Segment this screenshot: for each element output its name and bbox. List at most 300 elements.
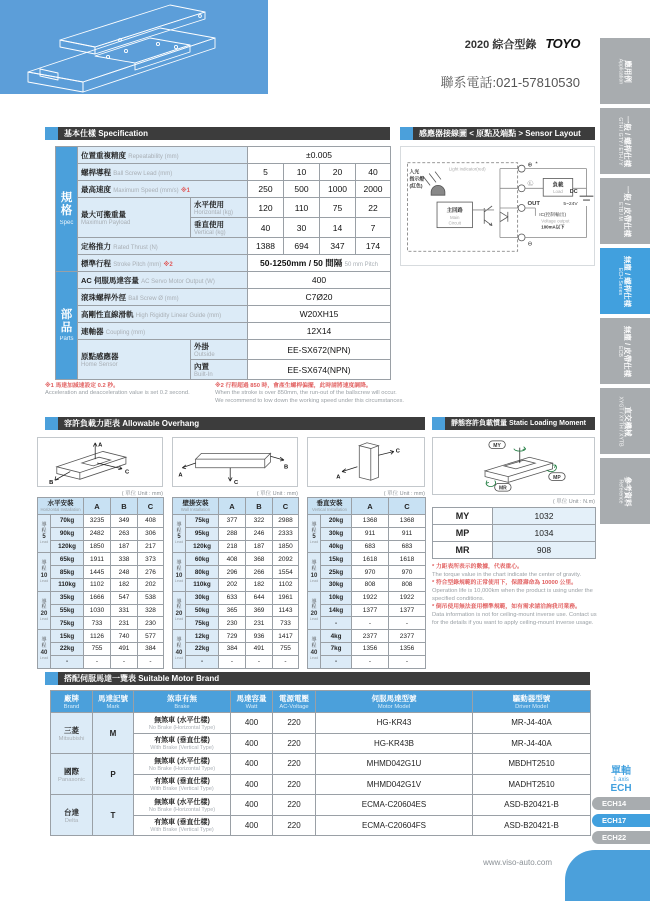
motor-model-cell: MHMD042G1V (316, 774, 473, 795)
value-cell: 230 (219, 617, 246, 630)
spec-section-title: 基本仕樣 Specification (45, 127, 390, 140)
driver-model-cell: ASD-B20421-B (473, 815, 591, 836)
mp-label: MP (553, 475, 561, 482)
value-cell: 729 (219, 630, 246, 643)
table-row (38, 553, 164, 566)
table-row (173, 553, 299, 566)
arrow-c-label: C (395, 448, 400, 455)
value-cell: 187 (246, 540, 273, 553)
payload-cell: 55kg (51, 604, 84, 617)
moment-diagram (432, 437, 595, 495)
ic-label: IC(控制輸出) (539, 212, 567, 218)
tab-label: 參考資料 (623, 476, 633, 506)
value-cell: 2988 (273, 515, 299, 528)
table-row (173, 655, 299, 668)
tab-sublabel: XYGT / XYTH / XYTB (617, 395, 624, 447)
table-row (38, 515, 164, 528)
table-row (38, 578, 164, 591)
catalog-title (300, 36, 580, 52)
payload-cell: 4kg (321, 630, 352, 643)
column-header: 馬達容量 Watt (231, 691, 273, 713)
value-thrust: 1388 (248, 238, 284, 255)
motor-model-cell: ECMA-C20604ES (316, 795, 473, 816)
value-cell: 1417 (273, 630, 299, 643)
payload-cell: - (321, 655, 352, 668)
table-row (308, 540, 426, 553)
value-cell: 547 (111, 591, 138, 604)
lead-group-label: 導程 20 Lead (308, 591, 321, 629)
row-label-ballscrew: 滾珠螺桿外徑 Ball Screw Ø (mm) (78, 289, 248, 306)
value-cell: 1850 (84, 540, 111, 553)
value-cell: 288 (219, 527, 246, 540)
voltage-cell: 220 (273, 815, 316, 836)
value-thrust: 174 (356, 238, 391, 255)
table-name: 壁掛安裝 Wall Installation (173, 498, 219, 515)
dc-label-2: 5~24V (563, 202, 578, 208)
value-ballscrew: C7Ø20 (248, 289, 391, 306)
main-circuit-label-zh: 主回路 (446, 207, 463, 214)
series-tab-ech22[interactable]: ECH22 (592, 831, 650, 844)
moment-notes (432, 564, 598, 628)
unit-label-mm: ( 單位 Unit : mm) (383, 491, 425, 497)
column-header: 馬達記號 Mark (93, 691, 134, 713)
row-label-motor-output: AC 伺服馬達容量 AC Servo Motor Output (W) (78, 272, 248, 289)
col-header-c: C (138, 498, 164, 515)
value-cell: 231 (246, 617, 273, 630)
horizontal-overhang-table (37, 497, 164, 669)
voltage-label-2: 100mA以下 (541, 224, 565, 230)
table-row (433, 542, 596, 559)
value-payload-h: 75 (320, 198, 356, 218)
value-payload-v: 7 (356, 218, 391, 238)
voltage-label-1: Voltage output (541, 218, 570, 224)
wall-overhang-table (172, 497, 299, 669)
arrow-a-label: A (178, 472, 183, 479)
payload-cell: 30kg (186, 591, 219, 604)
value-cell: 644 (246, 591, 273, 604)
motor-model-cell: ECMA-C20604FS (316, 815, 473, 836)
value-payload-v: 30 (284, 218, 320, 238)
payload-cell: 40kg (321, 540, 352, 553)
arrow-c-label: C (124, 469, 130, 476)
toyo-logo: TOYO (545, 36, 580, 51)
value-cell: 808 (352, 578, 389, 591)
value-cell: - (389, 617, 426, 630)
value-payload-v: 14 (320, 218, 356, 238)
table-row (173, 527, 299, 540)
payload-cell: 75kg (186, 515, 219, 528)
payload-cell: 12kg (186, 630, 219, 643)
motor-table (50, 690, 591, 836)
payload-cell: 20kg (321, 515, 352, 528)
brake-cell: 有煞車 (垂直仕樣) With Brake (Vertical Type) (134, 815, 231, 836)
indicator-label-zh3: (紅色) (409, 184, 423, 190)
table-row (51, 795, 591, 816)
value-cell: 1922 (352, 591, 389, 604)
value-cell: 1377 (389, 604, 426, 617)
value-payload-h: 22 (356, 198, 391, 218)
moment-mp-value: 1034 (493, 525, 596, 542)
value-cell: 2482 (84, 527, 111, 540)
value-cell: 1102 (84, 578, 111, 591)
payload-cell: 80kg (186, 566, 219, 579)
sidebar-tab-cartesian[interactable] (600, 388, 650, 454)
lead-group-label: 導程 20 Lead (173, 591, 186, 629)
value-cell: 365 (219, 604, 246, 617)
watt-cell: 400 (231, 733, 273, 754)
table-row (38, 604, 164, 617)
column-header: 煞車有無 Brake (134, 691, 231, 713)
series-tab-ech14[interactable]: ECH14 (592, 797, 650, 810)
payload-cell: 22kg (186, 642, 219, 655)
dc-label-1: DC (569, 189, 578, 196)
table-row (38, 591, 164, 604)
sidebar-tab-cleanroom-screw-ech[interactable] (600, 248, 650, 314)
value-speed: 500 (284, 181, 320, 198)
payload-cell: 30kg (321, 527, 352, 540)
sidebar-tab-general-screw[interactable] (600, 108, 650, 174)
tab-label: 直交機械 (623, 406, 633, 436)
value-cell: 1126 (84, 630, 111, 643)
value-cell: - (246, 655, 273, 668)
value-cell: 683 (352, 540, 389, 553)
parts-group-label: 部品 Parts (56, 272, 78, 380)
value-repeatability: ±0.005 (248, 147, 391, 164)
value-cell: 808 (389, 578, 426, 591)
table-row (173, 515, 299, 528)
sensor-circuit-diagram (401, 147, 594, 265)
value-payload-v: 40 (248, 218, 284, 238)
tab-label: 無塵 / 皮帶仕樣 (623, 325, 633, 377)
value-cell: 1377 (352, 604, 389, 617)
table-row (38, 655, 164, 668)
arrow-c-label: C (234, 480, 239, 486)
payload-cell: 15kg (51, 630, 84, 643)
value-cell: 276 (138, 566, 164, 579)
tab-label: 一般 / 皮帶仕樣 (623, 185, 633, 237)
unit-label-nm: ( 單位 Unit : N.m) (552, 499, 595, 505)
load-label-zh: 負載 (552, 182, 564, 189)
payload-cell: 25kg (321, 566, 352, 579)
sidebar-tab-general-belt[interactable] (600, 178, 650, 244)
value-cell: 408 (219, 553, 246, 566)
arrow-a-label: A (336, 474, 341, 481)
table-row (38, 527, 164, 540)
sidebar-tab-reference[interactable] (600, 458, 650, 524)
driver-model-cell: ASD-B20421-B (473, 795, 591, 816)
payload-cell: 7kg (321, 642, 352, 655)
watt-cell: 400 (231, 774, 273, 795)
table-row (433, 525, 596, 542)
lead-group-label: 導程 10 Lead (38, 553, 51, 591)
brand-cell: 三菱 Mitsubishi (51, 713, 93, 754)
value-lead-20: 20 (320, 164, 356, 181)
value-payload-h: 120 (248, 198, 284, 218)
payload-cell: - (51, 655, 84, 668)
contact-phone: 聯系電話:021-57810530 (440, 75, 580, 90)
value-cell: 577 (138, 630, 164, 643)
voltage-cell: 220 (273, 754, 316, 775)
value-cell: 1618 (389, 553, 426, 566)
mr-label: MR (498, 485, 507, 492)
value-cell: 911 (352, 527, 389, 540)
watt-cell: 400 (231, 754, 273, 775)
value-cell: - (111, 655, 138, 668)
catalog-year: 2020 綜合型錄 (464, 39, 537, 51)
value-cell: 328 (138, 604, 164, 617)
value-cell: 733 (273, 617, 299, 630)
voltage-cell: 220 (273, 733, 316, 754)
driver-model-cell: MR-J4-40A (473, 713, 591, 734)
main-circuit-label-en2: Circuit (448, 220, 461, 226)
value-cell: 1922 (389, 591, 426, 604)
moment-mp: MP (433, 525, 493, 542)
payload-cell: 120kg (51, 540, 84, 553)
payload-cell: 85kg (51, 566, 84, 579)
tab-sublabel: ECH Series (617, 267, 624, 295)
tab-sublabel: Reference (617, 479, 624, 503)
row-label-coupling: 連軸器 Coupling (mm) (78, 323, 248, 340)
series-tab-ech17[interactable]: ECH17 (592, 814, 650, 827)
brand-cell: 國際 Panasonic (51, 754, 93, 795)
payload-cell: 75kg (51, 617, 84, 630)
value-cell: 1850 (273, 540, 299, 553)
moment-mr-value: 908 (493, 542, 596, 559)
overhang-section-title: 容許負載力距表 Allowable Overhang (45, 417, 425, 430)
sidebar-tab-cleanroom-belt-ecb[interactable] (600, 318, 650, 384)
spec-group-label: 規格 Spec (56, 147, 78, 272)
note-zh: * 倒吊使用無法套用標準規範，如有需求請洽詢我司業務。 (432, 604, 581, 611)
value-cell: 2092 (273, 553, 299, 566)
row-label-repeatability: 位置重複精度 Repeatability (mm) (78, 147, 248, 164)
indicator-label-zh1: 入光 (409, 170, 420, 176)
main-circuit-label-en1: Main (449, 214, 460, 220)
value-cell: - (389, 655, 426, 668)
row-label-vertical: 垂直使用 Vertical (kg) (191, 218, 248, 238)
table-row (38, 540, 164, 553)
voltage-cell: 220 (273, 713, 316, 734)
lead-group-label: 導程 10 Lead (173, 553, 186, 591)
table-row (173, 578, 299, 591)
lead-group-label: 導程 20 Lead (38, 591, 51, 629)
sensor-section-title: 感應器接線圖 < 原點及端點 > Sensor Layout (400, 127, 595, 140)
arrow-b-label: B (49, 480, 54, 486)
value-cell: 182 (111, 578, 138, 591)
indicator-label-en: Light indicator(red) (448, 166, 486, 172)
value-cell: 202 (219, 578, 246, 591)
lead-group-label: 導程 5 Lead (38, 515, 51, 553)
table-row (173, 630, 299, 643)
row-label-speed: 最高速度 Maximum Speed (mm/s) ※1 (78, 181, 248, 198)
tab-label: 無塵 / 螺桿仕樣 (623, 255, 633, 307)
col-header-b: B (111, 498, 138, 515)
payload-cell: 95kg (186, 527, 219, 540)
vertical-overhang-table (307, 497, 426, 669)
value-cell: 1030 (84, 604, 111, 617)
value-cell: 1911 (84, 553, 111, 566)
note-zh: * 符合型錄規範的正常使用下，保證壽命為 10000 公里。 (432, 580, 577, 587)
value-speed: 2000 (356, 181, 391, 198)
brake-cell: 無煞車 (水平仕樣) No Brake (Horizontal Type) (134, 795, 231, 816)
value-coupling: 12X14 (248, 323, 391, 340)
brake-cell: 無煞車 (水平仕樣) No Brake (Horizontal Type) (134, 754, 231, 775)
brand-cell: 台達 Delta (51, 795, 93, 836)
col-header-a: A (352, 498, 389, 515)
value-cell: 1102 (273, 578, 299, 591)
payload-cell: 120kg (186, 540, 219, 553)
lead-group-label: 導程 5 Lead (173, 515, 186, 553)
col-header-a: A (84, 498, 111, 515)
payload-cell: 110kg (51, 578, 84, 591)
value-cell: - (84, 655, 111, 668)
voltage-cell: 220 (273, 774, 316, 795)
value-cell: 230 (138, 617, 164, 630)
column-header: 驅動器型號 Driver Model (473, 691, 591, 713)
table-row (308, 591, 426, 604)
value-speed: 1000 (320, 181, 356, 198)
axis-label-zh: 單軸 (611, 766, 631, 777)
table-row (173, 566, 299, 579)
table-name: 垂直安裝 Vertical Installation (308, 498, 352, 515)
table-row (38, 566, 164, 579)
row-label-stroke: 標準行程 Stroke Pitch (mm) ※2 (78, 255, 248, 272)
value-cell: 217 (138, 540, 164, 553)
value-cell: 349 (111, 515, 138, 528)
payload-cell: - (186, 655, 219, 668)
motor-model-cell: HG-KR43B (316, 733, 473, 754)
row-label-thrust: 定格推力 Rated Thrust (N) (78, 238, 248, 255)
value-cell: 369 (246, 604, 273, 617)
row-label-guide: 高剛性直線滑軌 High Rigidity Linear Guide (mm) (78, 306, 248, 323)
arrow-b-label: B (283, 464, 289, 471)
table-row (308, 515, 426, 528)
value-cell: 248 (111, 566, 138, 579)
brake-cell: 無煞車 (水平仕樣) No Brake (Horizontal Type) (134, 713, 231, 734)
table-row (173, 604, 299, 617)
product-line-art (0, 0, 268, 94)
motor-section-title: 搭配伺服馬達一覽表 Suitable Motor Brand (45, 672, 590, 685)
value-cell: 755 (84, 642, 111, 655)
light-mode-terminal-label: Ⓛ (527, 181, 534, 188)
payload-cell: 14kg (321, 604, 352, 617)
horizontal-install-diagram (37, 437, 163, 487)
moment-table (432, 507, 596, 559)
value-cell: 187 (111, 540, 138, 553)
watt-cell: 400 (231, 713, 273, 734)
tab-sublabel: ECB (617, 345, 624, 357)
value-cell: 683 (389, 540, 426, 553)
tab-label: 一般 / 螺桿仕樣 (623, 115, 633, 167)
table-row (433, 508, 596, 525)
value-speed: 250 (248, 181, 284, 198)
payload-cell: 35kg (51, 591, 84, 604)
table-row (308, 566, 426, 579)
brake-cell: 有煞車 (垂直仕樣) With Brake (Vertical Type) (134, 733, 231, 754)
table-row (308, 655, 426, 668)
value-cell: 936 (246, 630, 273, 643)
value-cell: 182 (246, 578, 273, 591)
value-cell: - (352, 617, 389, 630)
value-cell: 911 (389, 527, 426, 540)
table-row (173, 617, 299, 630)
motor-model-cell: HG-KR43 (316, 713, 473, 734)
payload-cell: 90kg (51, 527, 84, 540)
lead-group-label: 導程 40 Lead (308, 630, 321, 668)
value-cell: 1356 (352, 642, 389, 655)
table-name: 水平安裝 Horizontal Installation (38, 498, 84, 515)
payload-cell: 50kg (186, 604, 219, 617)
indicator-label-zh2: 指示燈 (409, 177, 425, 183)
value-cell: 740 (111, 630, 138, 643)
series-label: ECH (610, 783, 632, 794)
payload-cell: 70kg (51, 515, 84, 528)
unit-label-mm: ( 單位 Unit : mm) (121, 491, 163, 497)
value-cell: 1368 (352, 515, 389, 528)
table-row (38, 630, 164, 643)
value-cell: 231 (111, 617, 138, 630)
value-cell: 1554 (273, 566, 299, 579)
table-row (173, 591, 299, 604)
value-cell: 2333 (273, 527, 299, 540)
minus-terminal-label: ⊖ (527, 241, 533, 248)
value-cell: 1961 (273, 591, 299, 604)
value-cell: 306 (138, 527, 164, 540)
lead-group-label: 導程 40 Lead (38, 630, 51, 668)
sensor-circuit-panel (400, 146, 595, 266)
table-row (51, 754, 591, 775)
value-thrust: 347 (320, 238, 356, 255)
table-row (38, 617, 164, 630)
value-cell: 1666 (84, 591, 111, 604)
column-header: 伺服馬達型號 Motor Model (316, 691, 473, 713)
col-header-c: C (273, 498, 299, 515)
brake-cell: 有煞車 (垂直仕樣) With Brake (Vertical Type) (134, 774, 231, 795)
value-cell: 733 (84, 617, 111, 630)
value-cell: 1368 (389, 515, 426, 528)
value-guide: W20XH15 (248, 306, 391, 323)
row-label-builtin: 內置 Built-In (191, 360, 248, 380)
table-row (308, 527, 426, 540)
note-en: Data information is not for ceiling-mount inverse use. Contact us for the details if you want to apply ceiling-mount inverse usage. (432, 612, 597, 626)
column-header: 電源電壓 AC-Voltage (273, 691, 316, 713)
driver-model-cell: MR-J4-40A (473, 733, 591, 754)
table-row (308, 617, 426, 630)
col-header-c: C (389, 498, 426, 515)
vertical-install-diagram (307, 437, 425, 487)
series-axis-label (596, 762, 646, 794)
value-cell: 384 (219, 642, 246, 655)
unit-label-mm: ( 單位 Unit : mm) (256, 491, 298, 497)
payload-cell: 22kg (51, 642, 84, 655)
value-cell: 384 (138, 642, 164, 655)
value-cell: - (352, 655, 389, 668)
row-label-home-sensor: 原點感應器 Home Sensor (78, 340, 191, 380)
watt-cell: 400 (231, 815, 273, 836)
payload-cell: 15kg (321, 553, 352, 566)
value-cell: 377 (219, 515, 246, 528)
value-cell: 408 (138, 515, 164, 528)
row-label-outside: 外掛 Outside (191, 340, 248, 360)
value-cell: 296 (219, 566, 246, 579)
spec-footnote-2: ※2 行程超過 850 時，會產生螺桿偏擺，此時請將速度調降。 When the stroke is over 850mm, the run-out of the ballscrew will occur. We recommend to low down the working speed under this circumstances. (215, 383, 405, 404)
tab-label: 應用例 (623, 59, 633, 83)
out-terminal-label: OUT (527, 201, 540, 208)
watt-cell: 400 (231, 795, 273, 816)
table-row (308, 553, 426, 566)
value-stroke: 50-1250mm / 50 間隔 50 mm Pitch (248, 255, 391, 272)
value-cell: 755 (273, 642, 299, 655)
sidebar-tab-application[interactable] (600, 38, 650, 104)
